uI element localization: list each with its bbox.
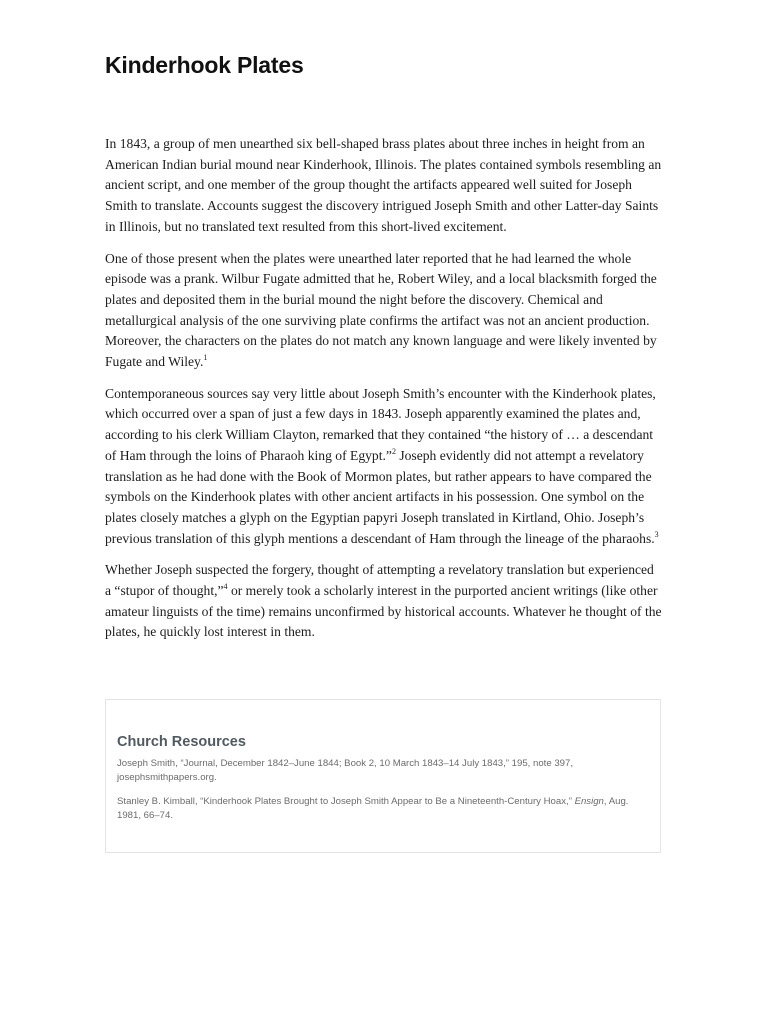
footnote-ref[interactable]: 3 <box>654 529 659 539</box>
resources-heading: Church Resources <box>117 734 246 750</box>
footnote-ref[interactable]: 4 <box>223 582 228 592</box>
article <box>105 50 663 654</box>
paragraph-text: Contemporaneous sources say very little about Joseph Smith’s encounter with the Kinderhook plates, which occurred over a span of just a few days in 1843. Joseph apparently examined the plates and, according to his clerk William Clayton, remarked that they contained “the history of … a descendant of Ham through the loins of Pharaoh king of Egypt.” <box>105 385 656 463</box>
page-title: Kinderhook Plates <box>105 52 304 78</box>
footnote-ref[interactable]: 1 <box>203 353 208 363</box>
citation-publication: Ensign <box>574 796 604 807</box>
church-resources-box <box>105 699 661 853</box>
footnote-ref[interactable]: 2 <box>391 446 396 456</box>
paragraph-text: or merely took a scholarly interest in the purported ancient writings (like other amateur linguists of the time) remains unconfirmed by historical accounts. Whatever he thought of the plates, he quickly lost interest in them. <box>105 583 662 640</box>
paragraph-text: Joseph evidently did not attempt a revelatory translation as he had done with the Book of Mormon plates, but rather appears to have compared the symbols on the Kinderhook plates with other ancient artifacts in his possession. One symbol on the plates closely matches a glyph on the Egyptian papyri Joseph translated in Kirtland, Ohio. Joseph’s previous translation of this glyph mentions a descendant of Ham through the lineage of the pharaohs. <box>105 447 655 546</box>
citation-text: , Aug. 1981, 66–74. <box>117 796 629 821</box>
paragraph-text: Whether Joseph suspected the forgery, thought of attempting a revelatory translation but experienced a “stupor of thought,” <box>105 562 654 599</box>
citation-text: Stanley B. Kimball, “Kinderhook Plates Brought to Joseph Smith Appear to Be a Nineteenth-Century Hoax,” <box>117 796 575 807</box>
paragraph-text: One of those present when the plates were unearthed later reported that he had learned the whole episode was a prank. Wilbur Fugate admitted that he, Robert Wiley, and a local blacksmith forged the plates and deposited them in the burial mound the night before the discovery. Chemical and metallurgical analysis of the one surviving plate confirms the artifact was not an ancient production. Moreover, the characters on the plates do not match any known language and were likely invented by Fugate and Wiley. <box>105 250 657 370</box>
resource-citation <box>117 757 648 784</box>
article-body <box>105 134 663 643</box>
paragraph-1 <box>105 134 663 238</box>
citation-text: Joseph Smith, “Journal, December 1842–June 1844; Book 2, 10 March 1843–14 July 1843,” 195, note 397, josephsmithpapers.org. <box>117 758 573 783</box>
paragraph-4 <box>105 560 663 643</box>
paragraph-text: In 1843, a group of men unearthed six bell-shaped brass plates about three inches in height from an American Indian burial mound near Kinderhook, Illinois. The plates contained symbols resembling an ancient script, and one member of the group thought the artifacts appeared well suited for Joseph Smith to translate. Accounts suggest the discovery intrigued Joseph Smith and other Latter-day Saints in Illinois, but no translated text resulted from this short-lived excitement. <box>105 136 662 234</box>
paragraph-2 <box>105 249 663 373</box>
paragraph-3 <box>105 384 663 550</box>
resource-citation <box>117 795 648 822</box>
